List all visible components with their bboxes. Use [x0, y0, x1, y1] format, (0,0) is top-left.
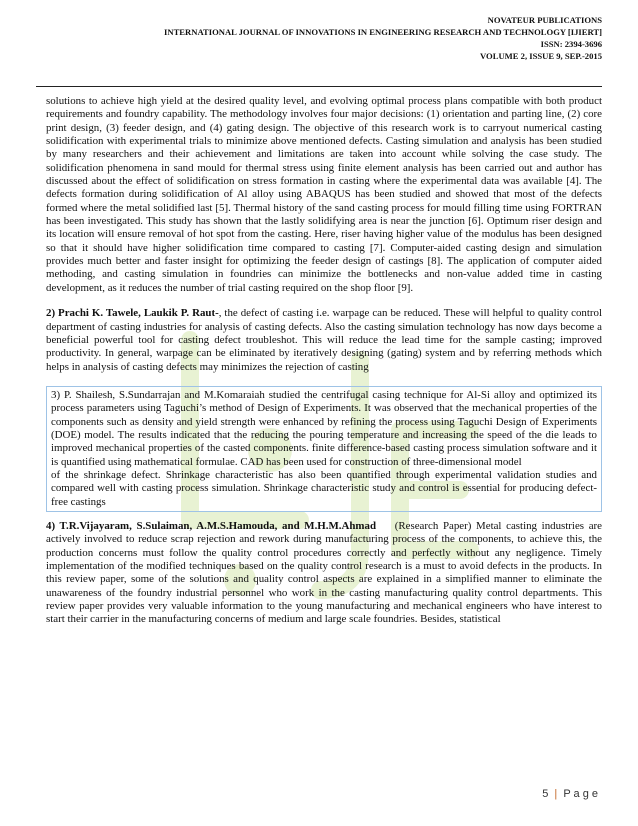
article-body [46, 95, 605, 639]
issn: ISSN: 2394-3696 [540, 39, 602, 49]
paragraph-review-4 [46, 519, 605, 627]
volume-issue: VOLUME 2, ISSUE 9, SEP.-2015 [480, 51, 602, 61]
page-label: P a g e [563, 788, 598, 800]
journal-title: INTERNATIONAL JOURNAL OF INNOVATIONS IN ENGINEERING RESEARCH AND TECHNOLOGY [IJIERT] [164, 27, 602, 37]
footer-separator: | [554, 788, 558, 800]
paragraph-review-2 [46, 307, 602, 374]
review-4-text: (Research Paper) Metal casting industries are actively involved to reduce scrap rejection and rework during manufacturing process of the components, to achieve this, the production concerns must follow the quality control procedures correctly and perfectly without any negligence. Timely implementation of the modified techniques based on the quality control research is a must to avoid defects in the products. In this review paper, some of the solutions and quality control aspects are explained in a simplified manner to eliminate the unawareness of the foundry industrial personnel who work in the casting manufacturing quality control departments. This review paper provides very valuable information to the young manufacturing and mechanical engineers who have interest to start their carrier in the manufacturing concerns of medium and large scale foundries. Besides, statistical [46, 519, 605, 626]
header-rule [36, 86, 602, 87]
review-2-text: , the defect of casting i.e. warpage can be reduced. These will helpful to quality control department of casting industries for analysis of casting defects. Also the casting simulation technology has now days become a beneficial powerful tool for casting defect troubleshot. This will reduce the lead time for the sample casting; improved productivity. In general, warpage can be eliminated by iteratively designing (gating) system and by referring methods which helps in analysis of casting defects may minimizes the rejection of casting [46, 307, 602, 373]
authors-2: 2) Prachi K. Tawele, Laukik P. Raut- [46, 307, 219, 320]
authors-3: 3) P. Shailesh, S.Sundarrajan and M.Komaraiah [51, 388, 265, 401]
paragraph-review-3-box [46, 386, 602, 512]
journal-header [42, 14, 602, 62]
review-3-text-continued: of the shrinkage defect. Shrinkage characteristic has also been quantified through experimental validation studies and compared well with casting process simulation. Shrinkage characteristic study and control is essential for producing defect-free castings [51, 468, 597, 508]
page-number: 5 [542, 788, 549, 800]
review-3-text: studied the centrifugal casing technique for Al-Si alloy and optimized its process parameters using Taguchi’s method of Design of Experiments. It was observed that the mechanical properties of the components such as density and yield strength were enhanced by refining the process using Taguchi Design of Experiments (DOE) model. The results indicated that the reducing the pouring temperature and increasing the speed of the die leads to improved mechanical properties of the casted components. finite difference-based casting process simulation software and it is quantified using mathematical formulae. CAD has been used for construction of three-dimensional model [51, 388, 598, 468]
paragraph-intro: solutions to achieve high yield at the desired quality level, and evolving optimal process plans compatible with both product requirements and foundry capability. The methodology involves four major decisions: (1) orientation and parting line, (2) core print design, (3) feeder design, and (4) gating design. The objective of this research work is to carryout numerical casting solidification with experimental trials to minimize above mentioned defects. Casting simulation and analysis has been studied by many researchers and their achievement and limitations are taken into account while solving the case study. The solidification phenomena in sand mould for thermal stress using finite element analysis has been carried out and author has discussed about the effect of solidification on stress formation in casting where the experimental data was available [4]. The defects formation during solidification of Al alloy using ABAQUS has been studied and showed that most of the defects formed where the metal solidified last [5]. Thermal history of the sand casting process for mould filling time using FORTRAN has been investigated. This study has shown that the lastly solidifying area is near the junction [6]. Optimum riser design and its location will ensure removal of hot spot from the casting. Here, riser having higher value of the modulus has been designed so that it should have higher solidification time compared to casting [7]. Computer-aided casting design and simulation provides much better and faster insight for optimizing the feeder design of castings [8]. The application of computer aided methoding, and casting simulation in foundries can minimize the bottlenecks and non-value added time in casting development, as it reduces the number of trial casting required on the shop floor [9]. [46, 95, 602, 294]
page-footer [542, 788, 598, 800]
publisher-name: NOVATEUR PUBLICATIONS [487, 15, 602, 25]
authors-4: 4) T.R.Vijayaram, S.Sulaiman, A.M.S.Hamouda, and M.H.M.Ahmad [46, 519, 376, 532]
